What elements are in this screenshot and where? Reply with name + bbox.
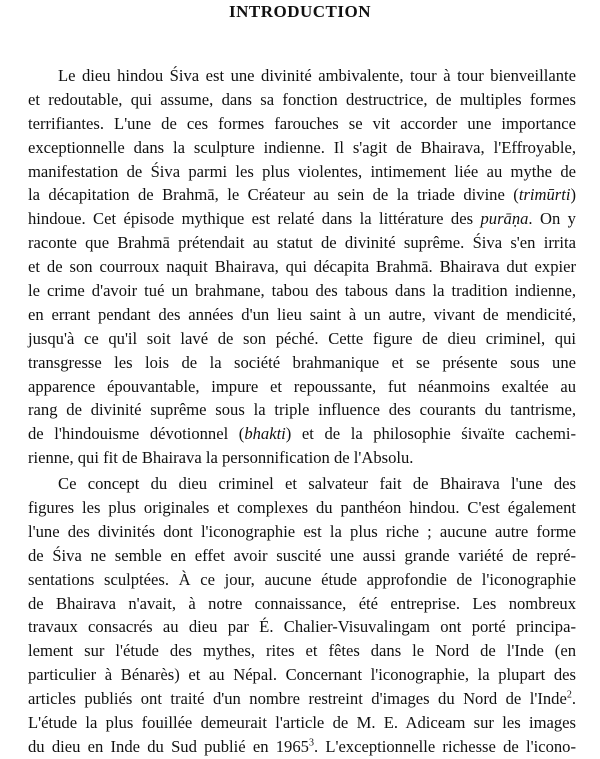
text-line: figures les plus originales et complexes du panthéon hindou. C'est également xyxy=(28,498,576,518)
text-line: lement sur l'étude des mythes, rites et fêtes dans le Nord de l'Inde (en xyxy=(28,641,576,661)
text-line: de Śiva ne semble en effet avoir suscité une aussi grande variété de repré- xyxy=(28,545,576,565)
text-line: L'étude la plus fouillée demeurait l'article de M. E. Adiceam sur les images xyxy=(28,713,576,733)
text-line: transgresse les lois de la société brahmanique et se présente sous une xyxy=(28,352,576,372)
text-line: de Bhairava n'avait, à notre connaissance, été entreprise. Les nombreux xyxy=(28,593,576,613)
text-line: raconte que Brahmā prétendait au statut de divinité suprême. Śiva s'en irrita xyxy=(28,233,576,253)
body-text xyxy=(28,64,576,759)
text-line: hindoue. Cet épisode mythique est relaté dans la littérature des purāṇa. On y xyxy=(28,209,576,229)
text-line: terrifiantes. L'une de ces formes farouches se vit accorder une importance xyxy=(28,113,576,133)
text-line: et redoutable, qui assume, dans sa fonction destructrice, de multiples formes xyxy=(28,89,576,109)
text-line: la décapitation de Brahmā, le Créateur au sein de la triade divine (trimūrti) xyxy=(28,185,576,205)
text-line: rang de divinité suprême sous la triple influence des courants du tantrisme, xyxy=(28,400,576,420)
text-line: particulier à Bénarès) et au Népal. Concernant l'iconographie, la plupart des xyxy=(28,665,576,685)
text-line: le crime d'avoir tué un brahmane, tabou des tabous dans la tradition indienne, xyxy=(28,281,576,301)
text-line: de l'hindouisme dévotionnel (bhakti) et de la philosophie śivaïte cachemi- xyxy=(28,424,576,444)
page-title: INTRODUCTION xyxy=(228,2,372,21)
text-line: rienne, qui fit de Bhairava la personnification de l'Absolu. xyxy=(28,448,414,468)
text-line: travaux consacrés au dieu par É. Chalier-Visuvalingam ont porté principa- xyxy=(28,617,576,637)
text-line: exceptionnelle dans la sculpture indienne. Il s'agit de Bhairava, l'Effroyable, xyxy=(28,137,576,157)
text-line: l'une des divinités dont l'iconographie est la plus riche ; aucune autre forme xyxy=(28,521,576,541)
text-line: du dieu en Inde du Sud publié en 1965$^3$. L'exceptionnelle richesse de l'icono- xyxy=(28,736,576,756)
text-line: manifestation de Śiva parmi les plus violentes, intimement liée au mythe de xyxy=(28,161,576,181)
text-line: et de son courroux naquit Bhairava, qui décapita Brahmā. Bhairava dut expier xyxy=(28,257,576,277)
text-line: sentations sculptées. À ce jour, aucune étude approfondie de l'iconographie xyxy=(28,569,576,589)
footnote-marker: 2 xyxy=(566,689,572,701)
footnote-marker: 3 xyxy=(308,737,314,749)
text-line: apparence épouvantable, impure et repoussante, fut néanmoins exaltée au xyxy=(28,376,576,396)
text-line: Le dieu hindou Śiva est une divinité ambivalente, tour à tour bienveillante xyxy=(58,66,576,85)
text-line: en errant pendant des années d'un lieu saint à un autre, vivant de mendicité, xyxy=(28,304,576,324)
text-line: Ce concept du dieu criminel et salvateur fait de Bhairava l'une des xyxy=(58,474,576,494)
text-line: articles publiés ont traité d'un nombre restreint d'images du Nord de l'Inde$^2$. xyxy=(28,689,576,709)
text-line: jusqu'à ce qu'il soit lavé de son péché. Cette figure de dieu criminel, qui xyxy=(28,328,576,348)
